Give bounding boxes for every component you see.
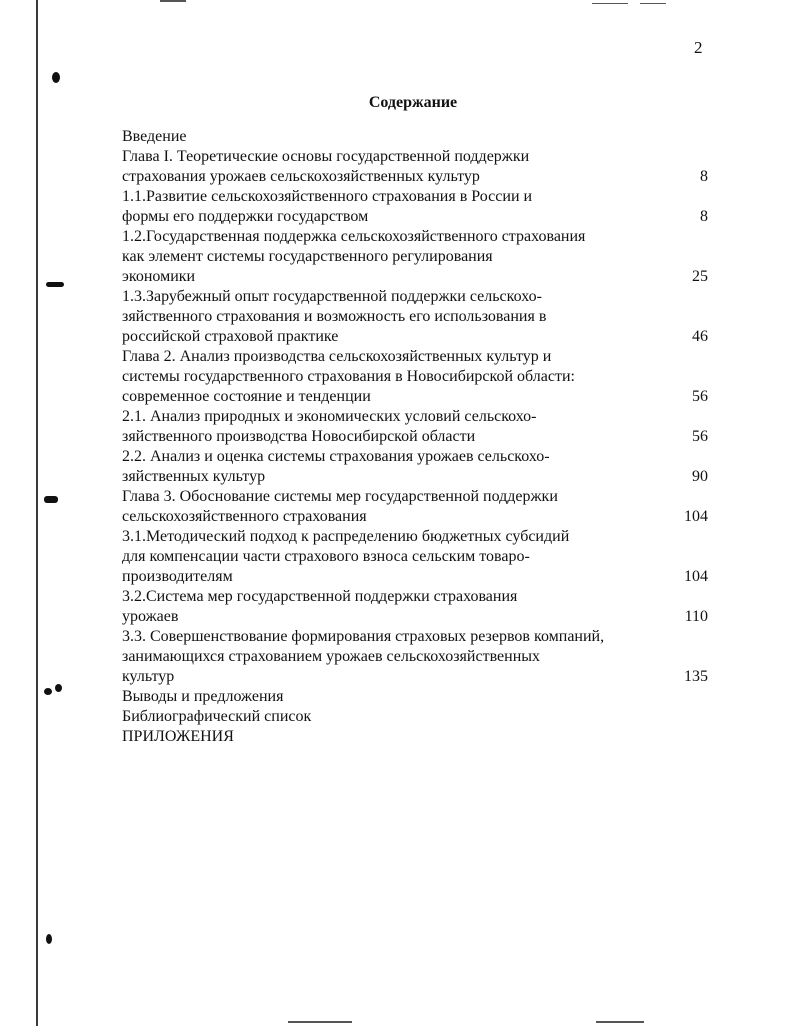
toc-entry (122, 647, 712, 667)
toc-entry (122, 467, 712, 487)
toc-entry-text: культур (122, 668, 175, 685)
scan-speck (52, 72, 60, 83)
scan-mark (592, 3, 628, 4)
toc-entry (122, 627, 712, 647)
toc-entry-page: 46 (692, 328, 708, 345)
scan-speck (44, 688, 52, 695)
toc-entry (122, 367, 712, 387)
toc-entry-page: 56 (692, 388, 708, 405)
toc-entry (122, 287, 712, 307)
toc-entry (122, 607, 712, 627)
toc-entry (122, 207, 712, 227)
toc-entry-text: сельскохозяйственного страхования (122, 508, 367, 525)
toc-entry-text: 3.3. Совершенствование формирования страховых резервов компаний, (122, 628, 605, 645)
toc-entry-text: зяйственных культур (122, 468, 266, 485)
toc-entry (122, 587, 712, 607)
toc-entry (122, 267, 712, 287)
toc-entry-page: 25 (692, 268, 708, 285)
toc-entry-text: страхования урожаев сельскохозяйственных культур (122, 168, 480, 185)
toc-entry-text: Библиографический список (122, 708, 312, 725)
toc-entry (122, 347, 712, 367)
toc-entry (122, 407, 712, 427)
toc-entry (122, 707, 712, 727)
page-number: 2 (694, 38, 703, 57)
toc-entry-text: 1.1.Развитие сельскохозяйственного страхования в России и (122, 188, 533, 205)
toc-entry (122, 127, 712, 147)
toc-entry-text: Выводы и предложения (122, 688, 284, 705)
toc-entry-text: Глава I. Теоретические основы государственной поддержки (122, 148, 530, 165)
scan-speck (46, 934, 52, 944)
toc-entry (122, 507, 712, 527)
toc-entry (122, 727, 712, 747)
toc-entry-text: производителям (122, 568, 233, 585)
toc-entry-text: 1.3.Зарубежный опыт государственной поддержки сельскохо- (122, 288, 542, 305)
scan-mark (288, 1021, 352, 1023)
toc-entry (122, 687, 712, 707)
toc-entry (122, 527, 712, 547)
toc-entry-text: Глава 2. Анализ производства сельскохозяйственных культур и (122, 348, 552, 365)
toc-entry-text: урожаев (122, 608, 179, 625)
scan-edge-line (36, 0, 38, 1026)
toc-entry-text: занимающихся страхованием урожаев сельскохозяйственных (122, 648, 540, 665)
toc-entry (122, 427, 712, 447)
toc-entry-page: 104 (684, 568, 708, 585)
toc-entry-page: 110 (684, 608, 708, 625)
table-of-contents (122, 127, 712, 747)
toc-entry (122, 387, 712, 407)
toc-entry-text: зяйственного производства Новосибирской области (122, 428, 476, 445)
page-title: Содержание (368, 94, 458, 111)
toc-entry (122, 667, 712, 687)
toc-entry (122, 447, 712, 467)
toc-entry-text: 1.2.Государственная поддержка сельскохозяйственного страхования (122, 228, 586, 245)
toc-entry-page: 90 (692, 468, 708, 485)
toc-entry-page: 56 (692, 428, 708, 445)
toc-entry-text: зяйственного страхования и возможность его использования в (122, 308, 547, 325)
scan-mark (160, 0, 186, 2)
toc-entry (122, 227, 712, 247)
toc-entry-page: 8 (700, 208, 708, 225)
toc-entry-text: системы государственного страхования в Новосибирской области: (122, 368, 575, 385)
toc-entry-text: экономики (122, 268, 196, 285)
toc-entry (122, 247, 712, 267)
toc-entry (122, 187, 712, 207)
toc-entry-page: 8 (700, 168, 708, 185)
toc-entry (122, 167, 712, 187)
toc-entry (122, 487, 712, 507)
scan-speck (55, 684, 62, 692)
toc-entry-text: ПРИЛОЖЕНИЯ (122, 728, 234, 745)
toc-entry-text: российской страховой практике (122, 328, 339, 345)
scan-speck (46, 282, 64, 287)
toc-entry-text: как элемент системы государственного регулирования (122, 248, 493, 265)
toc-entry (122, 147, 712, 167)
toc-entry (122, 567, 712, 587)
toc-entry-text: Введение (122, 128, 187, 145)
scan-mark (640, 3, 666, 4)
toc-entry-text: 2.1. Анализ природных и экономических условий сельскохо- (122, 408, 537, 425)
toc-entry-text: 3.2.Система мер государственной поддержки страхования (122, 588, 518, 605)
toc-entry (122, 327, 712, 347)
toc-entry-text: современное состояние и тенденции (122, 388, 371, 405)
toc-entry (122, 547, 712, 567)
toc-entry-text: 2.2. Анализ и оценка системы страхования урожаев сельскохо- (122, 448, 550, 465)
toc-entry (122, 307, 712, 327)
toc-entry-page: 135 (684, 668, 708, 685)
toc-entry-text: формы его поддержки государством (122, 208, 369, 225)
scan-speck (44, 496, 58, 503)
toc-entry-text: для компенсации части страхового взноса сельским товаро- (122, 548, 530, 565)
scan-mark (596, 1021, 644, 1023)
toc-entry-text: Глава 3. Обоснование системы мер государственной поддержки (122, 488, 558, 505)
toc-entry-page: 104 (684, 508, 708, 525)
toc-entry-text: 3.1.Методический подход к распределению бюджетных субсидий (122, 528, 570, 545)
